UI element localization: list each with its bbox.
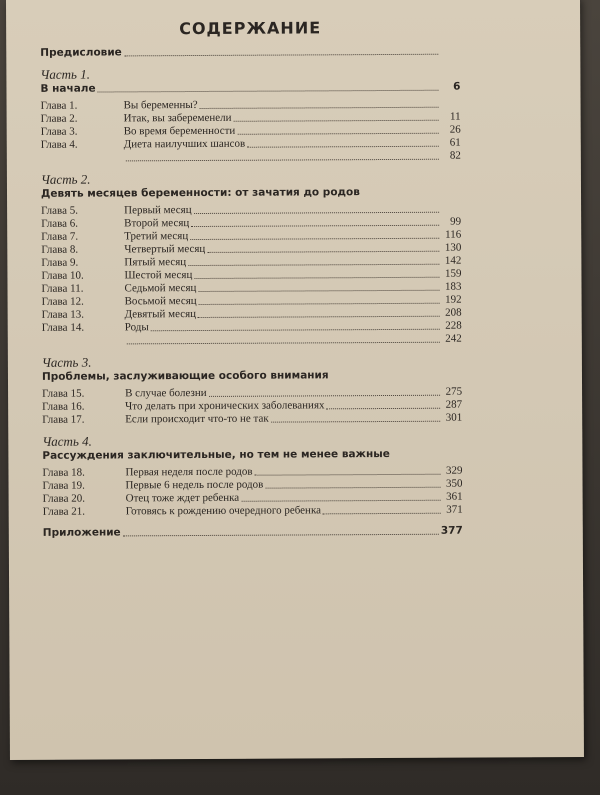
leader-dots: [323, 513, 441, 515]
part-subtitle: В начале: [40, 82, 96, 95]
chapter-page: 61: [449, 136, 461, 149]
part-subtitle-row: [41, 185, 461, 201]
chapter-page: 287: [445, 398, 463, 411]
chapter-page: 275: [445, 385, 463, 398]
leader-dots: [198, 290, 439, 292]
part-section: [41, 171, 462, 348]
leader-dots: [265, 487, 440, 489]
chapter-name: Седьмой месяц: [124, 282, 197, 295]
leader-dots: [188, 264, 439, 266]
leader-dots: [124, 54, 438, 57]
leader-dots: [194, 212, 440, 214]
part-title: Часть 3.: [41, 354, 92, 370]
leader-dots: [190, 238, 439, 240]
chapter-page: 371: [446, 503, 463, 516]
chapter-number: Глава 5.: [41, 204, 78, 217]
chapter-page: 26: [449, 123, 461, 136]
part-subtitle: Проблемы, заслуживающие особого внимания: [41, 369, 329, 383]
chapter-number: Глава 19.: [42, 479, 85, 492]
chapter-name: Четвертый месяц: [124, 242, 206, 256]
toc-row: [42, 412, 462, 427]
page-title: СОДЕРЖАНИЕ: [179, 18, 322, 39]
chapter-number: Глава 4.: [40, 138, 78, 151]
chapter-number: Глава 3.: [40, 125, 78, 138]
chapter-number: Глава 18.: [42, 466, 85, 479]
chapter-number: Глава 7.: [41, 230, 79, 243]
chapter-name: Девятый месяц: [124, 308, 197, 321]
leader-dots: [207, 251, 439, 253]
leader-dots: [241, 500, 440, 502]
leader-dots: [191, 225, 439, 227]
chapter-page: 183: [444, 280, 462, 293]
chapter-page: 228: [445, 319, 462, 332]
chapter-name: Готовясь к рождению очередного ребенка: [125, 504, 322, 518]
toc-content: [40, 18, 463, 540]
leader-dots: [271, 421, 441, 423]
part-subtitle: Девять месяцев беременности: от зачатия до родов: [40, 186, 360, 200]
chapter-name: В случае болезни: [125, 386, 207, 400]
preface-label: Предисловие: [40, 46, 122, 59]
toc-row: [41, 150, 461, 165]
leader-dots: [327, 408, 441, 410]
leader-dots: [127, 342, 440, 345]
chapter-name: Первая неделя после родов: [125, 465, 253, 479]
chapter-number: Глава 2.: [40, 112, 78, 125]
chapter-name: Во время беременности: [123, 124, 236, 138]
chapter-number: Глава 1.: [40, 99, 78, 112]
leader-dots: [200, 107, 439, 109]
book-page: [6, 0, 584, 760]
part-section: [42, 433, 462, 519]
chapter-page: 350: [446, 477, 463, 490]
part-title: Часть 1.: [40, 66, 90, 82]
leader-dots: [234, 120, 439, 122]
chapter-name: Третий месяц: [124, 230, 189, 243]
part-subtitle-row: [42, 447, 462, 463]
part-title: Часть 4.: [42, 433, 92, 449]
chapter-page: 361: [446, 490, 463, 503]
chapter-page: 116: [445, 228, 462, 241]
chapter-name: Первый месяц: [124, 204, 192, 217]
toc-row-preface: [40, 45, 460, 60]
leader-dots: [98, 90, 439, 93]
chapter-name: Вы беременны?: [123, 98, 198, 112]
leader-dots: [199, 303, 440, 305]
leader-dots: [151, 329, 440, 332]
chapter-page: 192: [445, 293, 462, 306]
part-section: [42, 354, 462, 427]
part-section: [40, 66, 461, 165]
part-title: Часть 2.: [40, 171, 91, 187]
chapter-name: Что делать при хронических заболеваниях: [125, 399, 325, 413]
chapter-page: 99: [450, 215, 462, 228]
chapter-number: Глава 21.: [42, 505, 86, 518]
chapter-name: Отец тоже ждет ребенка: [125, 491, 240, 505]
toc-row: [42, 333, 462, 348]
chapter-number: Глава 20.: [42, 492, 85, 505]
chapter-page: 142: [444, 254, 462, 267]
chapter-name: Диета наилучших шансов: [123, 137, 246, 151]
chapter-name: Восьмой месяц: [124, 295, 197, 308]
chapter-number: Глава 8.: [41, 243, 79, 256]
part-subtitle: Рассуждения заключительные, но тем не менее важные: [42, 447, 390, 462]
leader-dots: [237, 133, 438, 135]
chapter-page: 301: [445, 411, 463, 424]
leader-dots: [194, 277, 439, 279]
chapter-name: Первые 6 недель после родов: [125, 478, 264, 492]
chapter-page: 130: [444, 241, 462, 254]
chapter-number: Глава 6.: [41, 217, 79, 230]
leader-dots: [247, 146, 439, 148]
parts-list: [40, 66, 462, 519]
chapter-number: Глава 9.: [41, 256, 79, 269]
chapter-page: 82: [449, 149, 461, 162]
chapter-number: Глава 15.: [42, 387, 85, 400]
leader-dots: [209, 395, 440, 397]
chapter-number: Глава 14.: [41, 321, 85, 334]
appendix-label: Приложение: [42, 526, 121, 539]
chapter-name: Итак, вы забеременели: [123, 111, 232, 125]
chapter-name: Шестой месяц: [124, 269, 193, 282]
chapter-name: Пятый месяц: [124, 256, 187, 269]
leader-dots: [255, 474, 441, 476]
leader-dots: [198, 316, 440, 318]
chapter-number: Глава 11.: [41, 282, 84, 295]
chapter-name: Второй месяц: [124, 217, 190, 230]
chapter-page: 208: [445, 306, 462, 319]
chapter-page: 242: [445, 332, 462, 345]
part-subtitle-page: 6: [453, 80, 461, 93]
chapter-page: 159: [444, 267, 462, 280]
leader-dots: [123, 534, 439, 537]
chapter-page: 11: [449, 110, 461, 123]
chapter-number: Глава 13.: [41, 308, 85, 321]
toc-row-appendix: [43, 525, 463, 540]
chapter-page: 329: [445, 464, 463, 477]
chapter-number: Глава 12.: [41, 295, 84, 308]
appendix-page: 377: [440, 524, 463, 537]
leader-dots: [126, 159, 439, 162]
chapter-number: Глава 16.: [42, 400, 85, 413]
chapter-name: Если происходит что-то не так: [125, 412, 269, 426]
chapter-name: Роды: [124, 321, 149, 334]
chapter-number: Глава 17.: [42, 413, 85, 426]
part-subtitle-row: [40, 80, 460, 96]
chapter-number: Глава 10.: [41, 269, 84, 282]
part-subtitle-row: [42, 368, 462, 384]
